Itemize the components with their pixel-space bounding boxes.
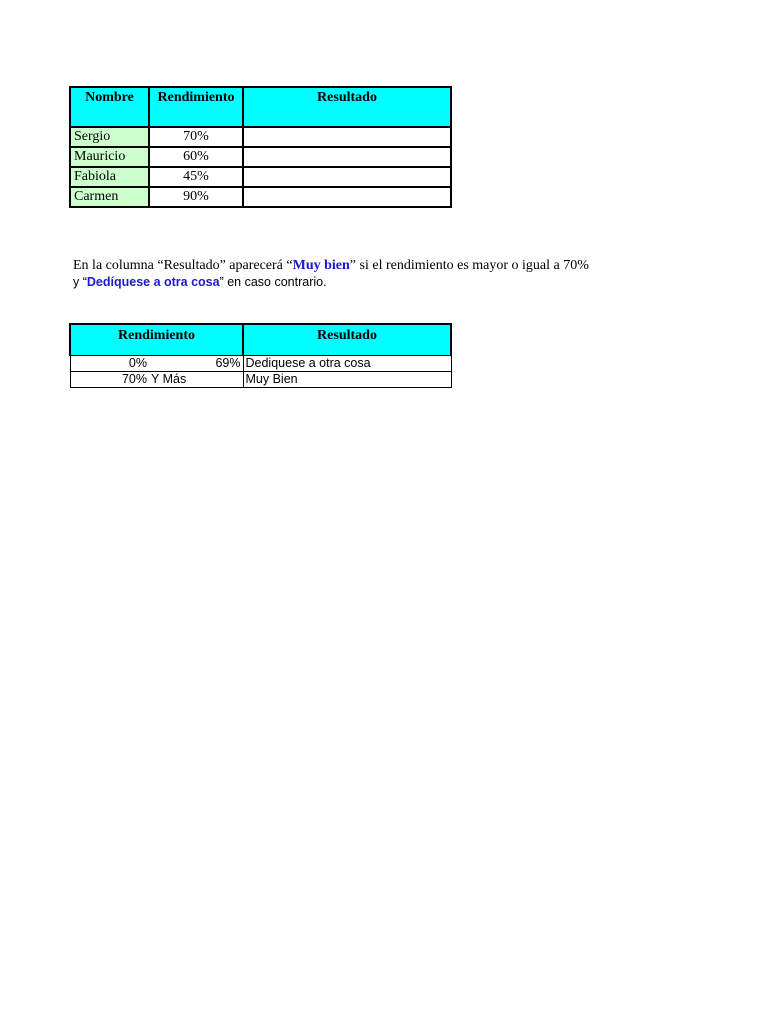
header-resultado: Resultado [243,87,451,127]
cell-nombre[interactable]: Fabiola [70,167,149,187]
instruction-line-2 [73,275,327,289]
instruction-text: ” en caso contrario. [219,275,327,289]
cell-nombre[interactable]: Mauricio [70,147,149,167]
cell-to[interactable]: 69% [149,356,243,372]
cell-nombre[interactable]: Sergio [70,127,149,147]
cell-resultado[interactable] [243,147,451,167]
cell-resultado[interactable] [243,167,451,187]
table-row [70,187,451,207]
cell-rendimiento[interactable]: 45% [149,167,243,187]
table-row [70,127,451,147]
students-table [69,86,452,208]
highlight-muy-bien: Muy bien [292,258,350,273]
cell-resultado[interactable]: Muy Bien [243,372,451,388]
instruction-text: En la columna “Resultado” aparecerá “ [73,258,293,273]
lookup-table [69,323,452,388]
cell-from[interactable]: 70% [70,372,149,388]
table-header-row [70,87,451,127]
cell-nombre[interactable]: Carmen [70,187,149,207]
cell-resultado[interactable] [243,187,451,207]
instruction-text: y “ [73,275,87,289]
table-row [70,167,451,187]
table-row [70,147,451,167]
header-rendimiento: Rendimiento [149,87,243,127]
cell-rendimiento[interactable]: 90% [149,187,243,207]
table-row [70,356,451,372]
cell-rendimiento[interactable]: 60% [149,147,243,167]
instruction-line-1 [73,258,589,274]
cell-rendimiento[interactable]: 70% [149,127,243,147]
cell-to[interactable]: Y Más [149,372,243,388]
table-header-row [70,324,451,356]
highlight-dediquese: Dedíquese a otra cosa [86,275,220,289]
header-rendimiento: Rendimiento [70,324,243,356]
cell-resultado[interactable]: Dediquese a otra cosa [243,356,451,372]
cell-resultado[interactable] [243,127,451,147]
instruction-text: ” si el rendimiento es mayor o igual a 70% [349,258,589,273]
table-row [70,372,451,388]
cell-from[interactable]: 0% [70,356,149,372]
header-resultado: Resultado [243,324,451,356]
header-nombre: Nombre [70,87,149,127]
